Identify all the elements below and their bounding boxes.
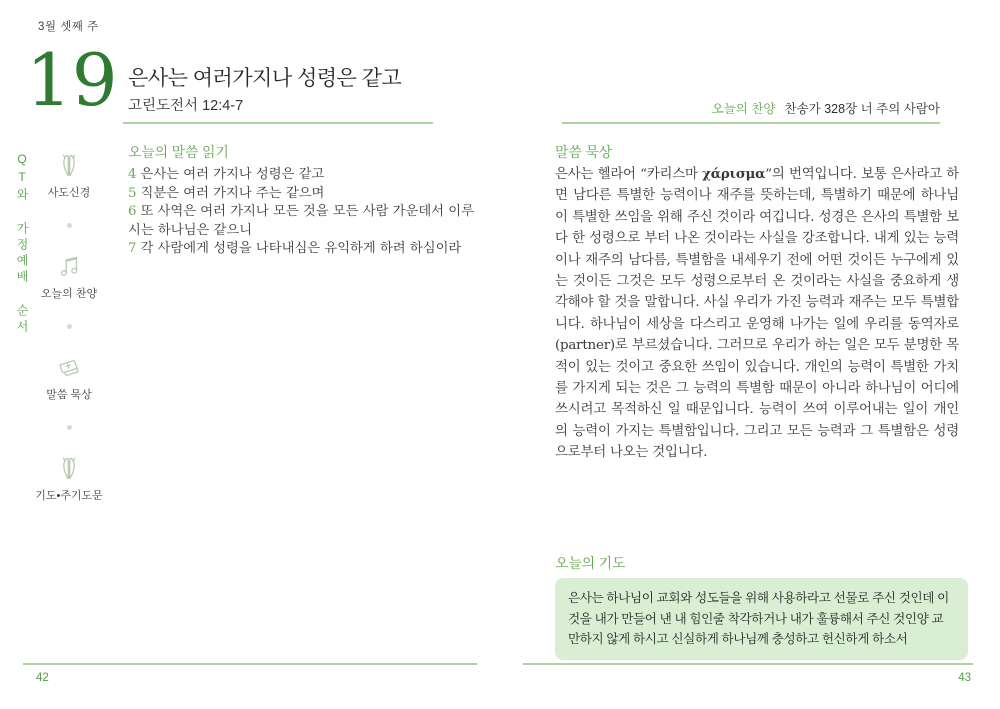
list-item-apostles-creed: [48, 150, 91, 200]
verse-text: 각 사람에게 성령을 나타내심은 유익하게 하려 하심이라: [140, 241, 462, 257]
divider: [562, 122, 940, 124]
verse-text: 은사는 여러 가지나 성령은 같고: [140, 167, 325, 182]
scripture-reference: 고린도전서 12:4-7: [128, 98, 244, 114]
praying-hands-icon: [54, 453, 84, 483]
divider: [523, 663, 973, 665]
dot-separator: [67, 425, 72, 430]
list-item-label: 기도•주기도문: [35, 490, 103, 502]
meditation-paragraph: [555, 164, 959, 464]
list-item-todays-praise: [41, 251, 97, 301]
greek-word: χάρισμα: [702, 166, 766, 182]
dot-separator: [67, 324, 72, 329]
page-title: 은사는 여러가지나 성령은 같고: [128, 67, 402, 90]
page-number-right: 43: [958, 672, 971, 684]
todays-praise-line: [712, 99, 940, 117]
verse-line: [128, 203, 486, 240]
list-item-word-meditation: [46, 352, 92, 402]
scripture-verses: [128, 166, 486, 259]
meditation-text: 은사는 헬라어 “카리스마: [555, 167, 703, 182]
verse-number: 6: [128, 204, 137, 220]
meditation-text: ”의 번역입니다. 보통 은사라고 하면 남다른 특별한 능력이나 재주를 뜻하는데, 특별하기 때문에 하나님이 특별한 쓰임을 위해 주신 것이라 여깁니다. 성경은 은사의 특별함 보다 한 성령으로 부터 나온 것이라는 사실을 강조합니다. 내게 있는 능력이나 재주의 남다름, 특별함을 내세우기 전에 어떤 것이든 누구에게 있는 것이든 그것은 모두 성령으로부터 온 것이라는 사실을 중요하게 생각해야 할 것을 말합니다. 사실 우리가 가진 능력과 재주는 모두 특별합니다. 하나님이 세상을 다스리고 운영해 나가는 일에 우리를 동역자로(partner)로 부르셨습니다. 그러므로 우리가 하는 일은 모두 분명한 목적이 있는 것이고 중요한 쓰임이 있습니다. 개인의 능력이 특별한 가치를 가지게 되는 것은 그 능력의 특별함 때문이 아니라 하나님이 어디에 쓰시려고 목적하신 일 때문입니다. 능력이 쓰여 이루어내는 일이 개인의 능력이 가지는 특별함입니다. 그리고 모든 능력과 그 특별함은 성령으로부터 나오는 것입니다.: [555, 167, 959, 461]
praise-label: 오늘의 찬양: [711, 102, 776, 116]
verse-text: 또 사역은 여러 가지나 모든 것을 모든 사람 가운데서 이루시는 하나님은 같으니: [128, 204, 474, 238]
reading-section-heading: 오늘의 말씀 읽기: [128, 144, 229, 160]
verse-number: 7: [128, 241, 137, 257]
music-notes-icon: [54, 251, 84, 281]
verse-number: 5: [128, 185, 137, 201]
bible-icon: [54, 352, 84, 382]
prayer-section-heading: 오늘의 기도: [555, 555, 626, 571]
worship-order-list: [30, 150, 108, 503]
verse-text: 직분은 여러 가지나 주는 같으며: [140, 185, 325, 201]
verse-line: [128, 185, 486, 204]
list-item-label: 말씀 묵상: [46, 389, 92, 401]
dot-separator: [67, 223, 72, 228]
list-item-label: 사도신경: [47, 187, 91, 199]
prayer-box: [555, 578, 968, 660]
list-item-prayer-lords-prayer: [35, 453, 103, 503]
verse-line: [128, 240, 486, 259]
praise-value: 찬송가 328장 너 주의 사람아: [784, 102, 940, 116]
day-number: 19: [26, 38, 118, 122]
divider: [23, 663, 477, 665]
verse-number: 4: [128, 167, 137, 182]
page-number-left: 42: [36, 672, 49, 684]
sidebar-vertical-title: QT와 가정예배 순서: [15, 152, 29, 336]
prayer-text: 은사는 하나님이 교회와 성도들을 위해 사용하라고 선물로 주신 것인데 이것을 내가 만들어 낸 내 힘인줄 착각하거나 내가 훌륭해서 주신 것인양 교만하지 않게 하시고 신실하게 하나님께 충성하고 헌신하게 하소서: [568, 591, 949, 646]
verse-line: [128, 166, 486, 185]
praying-hands-icon: [54, 150, 84, 180]
divider: [123, 122, 433, 124]
list-item-label: 오늘의 찬양: [40, 288, 98, 300]
week-label: 3월 셋째 주: [38, 21, 99, 33]
meditation-section-heading: 말씀 묵상: [555, 144, 612, 160]
